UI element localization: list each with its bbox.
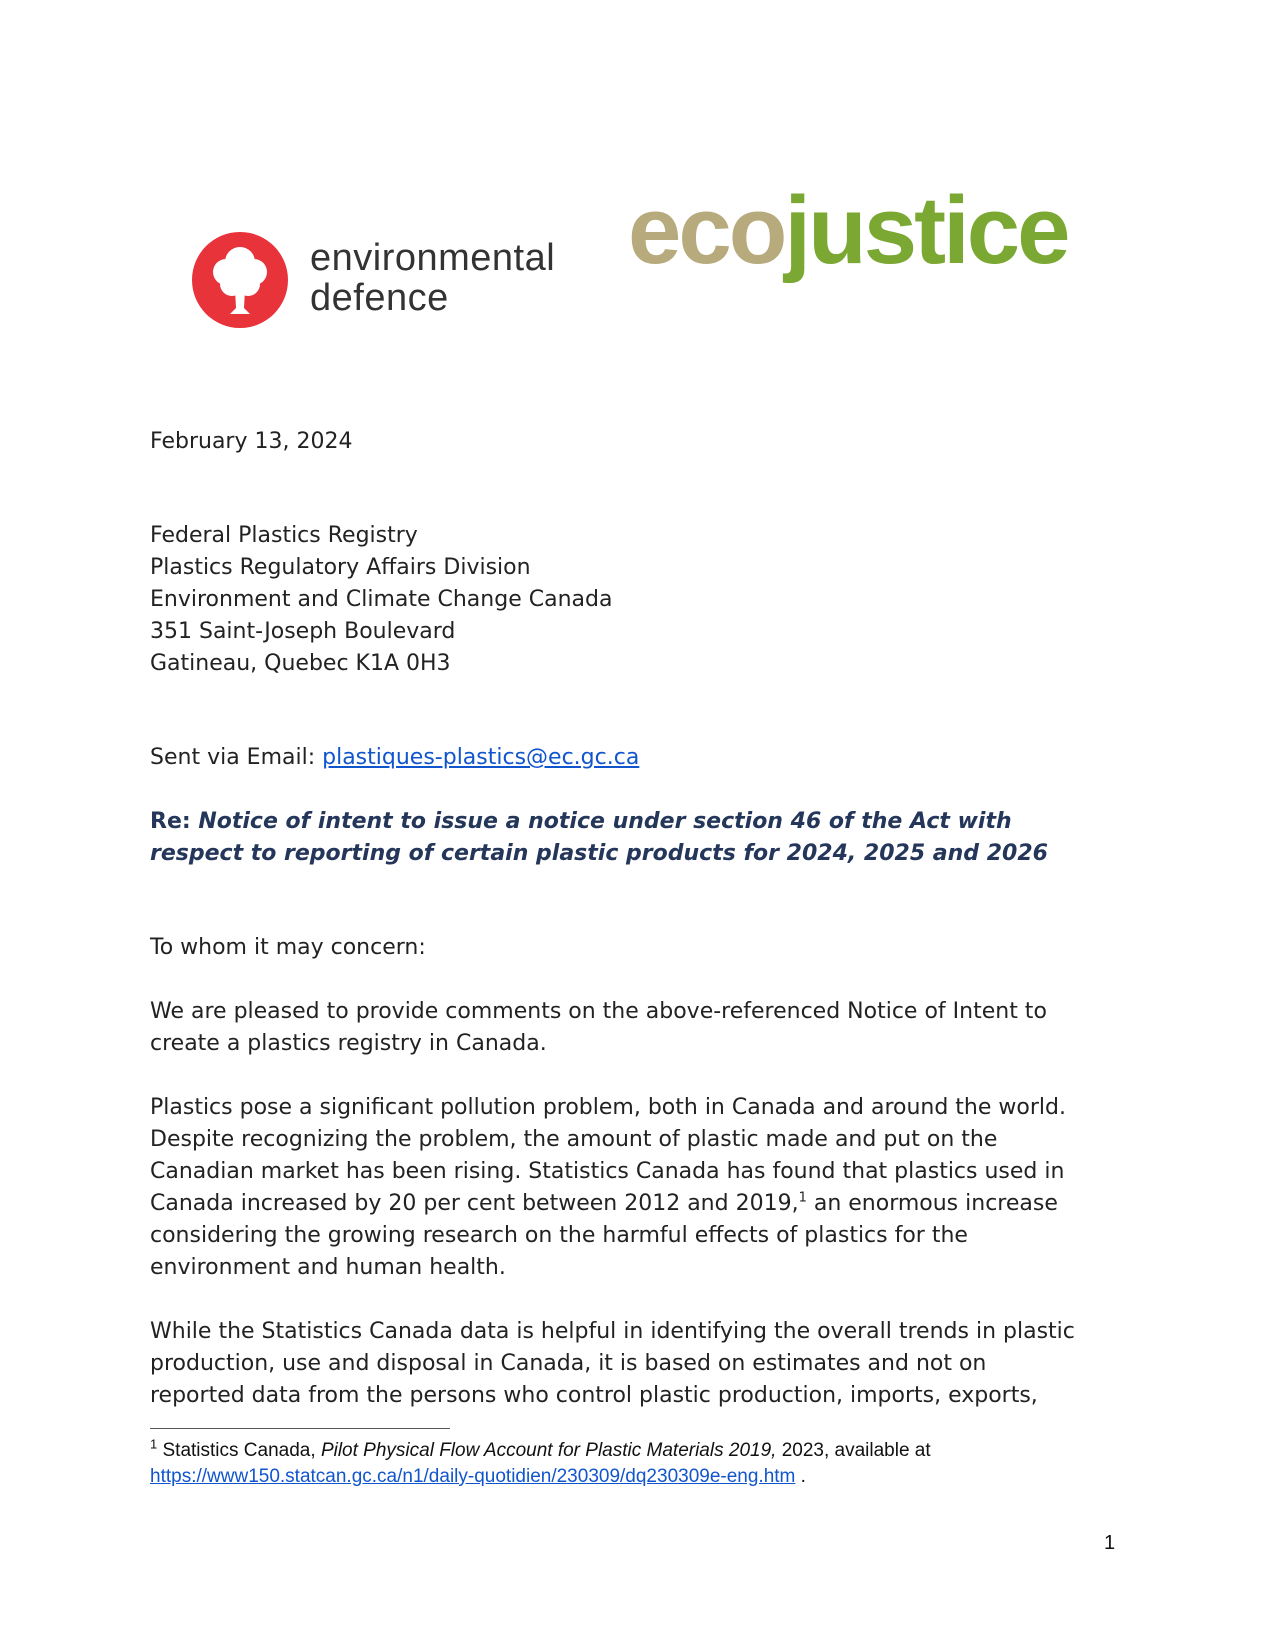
paragraph-2 — [150, 1092, 1130, 1284]
sent-label: Sent via Email: — [150, 745, 323, 770]
text-line: environment and human health. — [150, 1255, 506, 1280]
text-line: considering the growing research on the harmful effects of plastics for the — [150, 1223, 968, 1248]
footnote-line2 — [150, 1464, 1130, 1490]
address-line: Plastics Regulatory Affairs Division — [150, 555, 531, 580]
text-line: production, use and disposal in Canada, it is based on estimates and not on — [150, 1351, 987, 1376]
salutation: To whom it may concern: — [150, 935, 426, 960]
paragraph-3 — [150, 1316, 1130, 1412]
address-line: Federal Plastics Registry — [150, 523, 418, 548]
footnote-reference[interactable]: 1 — [798, 1190, 807, 1206]
ed-logo-line2: defence — [310, 277, 449, 319]
footnote-url-link[interactable]: https://www150.statcan.gc.ca/n1/daily-quotidien/230309/dq230309e-eng.htm — [150, 1466, 796, 1487]
paragraph-1 — [150, 996, 1130, 1060]
footnote-source-title: Pilot Physical Flow Account for Plastic Materials 2019, — [320, 1440, 777, 1461]
address-line: Gatineau, Quebec K1A 0H3 — [150, 651, 451, 676]
recipient-address — [150, 520, 1130, 680]
re-title-line1: Notice of intent to issue a notice under section 46 of the Act with — [198, 809, 1012, 834]
letterhead — [0, 0, 1275, 360]
sent-via-email — [150, 742, 1130, 774]
ecojustice-logo — [628, 176, 1068, 286]
text-segment: an enormous increase — [806, 1191, 1058, 1216]
text-line-with-footnote — [150, 1188, 1130, 1220]
footnote-line1 — [150, 1438, 1130, 1464]
subject-line — [150, 806, 1130, 870]
text-line: Plastics pose a significant pollution problem, both in Canada and around the world. — [150, 1095, 1066, 1120]
text-line: create a plastics registry in Canada. — [150, 1031, 547, 1056]
re-label: Re: — [150, 809, 199, 834]
text-line: Despite recognizing the problem, the amount of plastic made and put on the — [150, 1127, 998, 1152]
text-segment: Canada increased by 20 per cent between 2012 and 2019, — [150, 1191, 799, 1216]
address-line: Environment and Climate Change Canada — [150, 587, 613, 612]
text-line: reported data from the persons who control plastic production, imports, exports, — [150, 1383, 1038, 1408]
footnote-suffix: 2023, available at — [776, 1440, 931, 1461]
letter-body — [150, 426, 1130, 1412]
footnote-number: 1 — [150, 1436, 158, 1452]
page-number: 1 — [1104, 1532, 1116, 1554]
letter-date: February 13, 2024 — [150, 429, 353, 454]
footnote — [150, 1438, 1130, 1490]
address-line: 351 Saint-Joseph Boulevard — [150, 619, 456, 644]
ecojustice-logo-eco: eco — [628, 177, 785, 284]
text-line: We are pleased to provide comments on the above-referenced Notice of Intent to — [150, 999, 1047, 1024]
email-link[interactable]: plastiques-plastics@ec.gc.ca — [322, 745, 640, 770]
environmental-defence-tree-icon — [192, 232, 288, 328]
ecojustice-logo-justice: justice — [784, 177, 1068, 284]
ed-logo-line1: environmental — [310, 237, 556, 279]
text-line: Canadian market has been rising. Statistics Canada has found that plastics used in — [150, 1159, 1065, 1184]
text-line: While the Statistics Canada data is helpful in identifying the overall trends in plastic — [150, 1319, 1075, 1344]
footnote-prefix: Statistics Canada, — [157, 1440, 321, 1461]
footnote-end: . — [795, 1466, 806, 1487]
footnote-divider — [150, 1428, 450, 1429]
environmental-defence-logo-text — [310, 238, 555, 318]
re-title-line2: respect to reporting of certain plastic products for 2024, 2025 and 2026 — [150, 841, 1048, 866]
